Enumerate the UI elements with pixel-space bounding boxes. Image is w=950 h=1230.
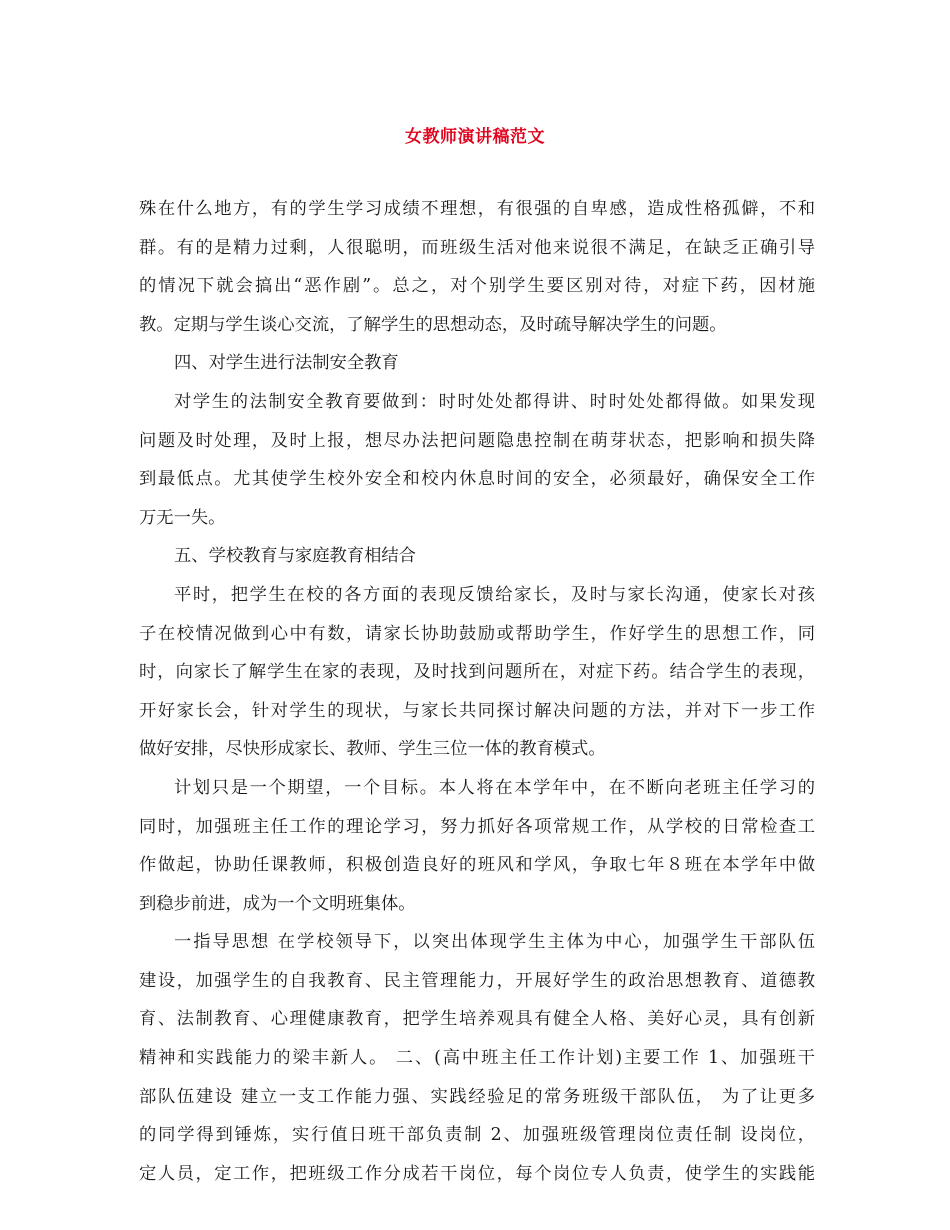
text-line: 群。有的是精力过剩，人很聪明，而班级生活对他来说很不满足，在缺乏正确引导 — [139, 237, 815, 258]
text-line: 万无一失。 — [139, 507, 226, 528]
text-line: 定人员，定工作，把班级工作分成若干岗位，每个岗位专人负责，使学生的实践能 — [139, 1163, 815, 1184]
text-line: 精神和实践能力的梁丰新人。 二、(高中班主任工作计划)主要工作 1、加强班干 — [139, 1048, 815, 1069]
text-line: 的同学得到锤炼，实行值日班干部负责制 2、加强班级管理岗位责任制 设岗位， — [139, 1125, 815, 1146]
text-line: 作做起，协助任课教师，积极创造良好的班风和学风，争取七年８班在本学年中做 — [139, 855, 815, 876]
text-line: 建设，加强学生的自我教育、民主管理能力，开展好学生的政治思想教育、道德教 — [139, 970, 815, 991]
document-title: 女教师演讲稿范文 — [405, 127, 545, 147]
text-line: 计划只是一个期望，一个目标。本人将在本学年中，在不断向老班主任学习的 — [174, 777, 815, 798]
text-line: 的情况下就会搞出“恶作剧”。总之，对个别学生要区别对待，对症下药，因材施 — [139, 276, 815, 297]
text-line: 时，向家长了解学生在家的表现，及时找到问题所在，对症下药。结合学生的表现， — [139, 662, 815, 683]
section-heading: 四、对学生进行法制安全教育 — [174, 353, 399, 374]
text-line: 做好安排，尽快形成家长、教师、学生三位一体的教育模式。 — [139, 739, 606, 760]
text-line: 部队伍建设 建立一支工作能力强、实践经验足的常务班级干部队伍， 为了让更多 — [139, 1086, 815, 1107]
text-line: 子在校情况做到心中有数，请家长协助鼓励或帮助学生，作好学生的思想工作，同 — [139, 623, 815, 644]
text-line: 育、法制教育、心理健康教育，把学生培养观具有健全人格、美好心灵，具有创新 — [139, 1009, 815, 1030]
text-line: 到稳步前进，成为一个文明班集体。 — [139, 893, 416, 914]
text-line: 开好家长会，针对学生的现状，与家长共同探讨解决问题的方法，并对下一步工作 — [139, 700, 815, 721]
text-line: 同时，加强班主任工作的理论学习，努力抓好各项常规工作，从学校的日常检查工 — [139, 816, 815, 837]
text-line: 平时，把学生在校的各方面的表现反馈给家长，及时与家长沟通，使家长对孩 — [174, 584, 815, 605]
text-line: 到最低点。尤其使学生校外安全和校内休息时间的安全，必须最好，确保安全工作 — [139, 469, 815, 490]
document-body — [139, 190, 815, 1193]
text-line: 殊在什么地方，有的学生学习成绩不理想，有很强的自卑感，造成性格孤僻，不和 — [139, 199, 815, 219]
section-heading: 五、学校教育与家庭教育相结合 — [174, 546, 416, 567]
text-line: 问题及时处理，及时上报，想尽办法把问题隐患控制在萌芽状态，把影响和损失降 — [139, 430, 815, 451]
text-line: 教。定期与学生谈心交流，了解学生的思想动态，及时疏导解决学生的问题。 — [139, 314, 727, 335]
text-line: 对学生的法制安全教育要做到：时时处处都得讲、时时处处都得做。如果发现 — [174, 391, 815, 412]
text-line: 一指导思想 在学校领导下，以突出体现学生主体为中心，加强学生干部队伍 — [174, 932, 815, 953]
